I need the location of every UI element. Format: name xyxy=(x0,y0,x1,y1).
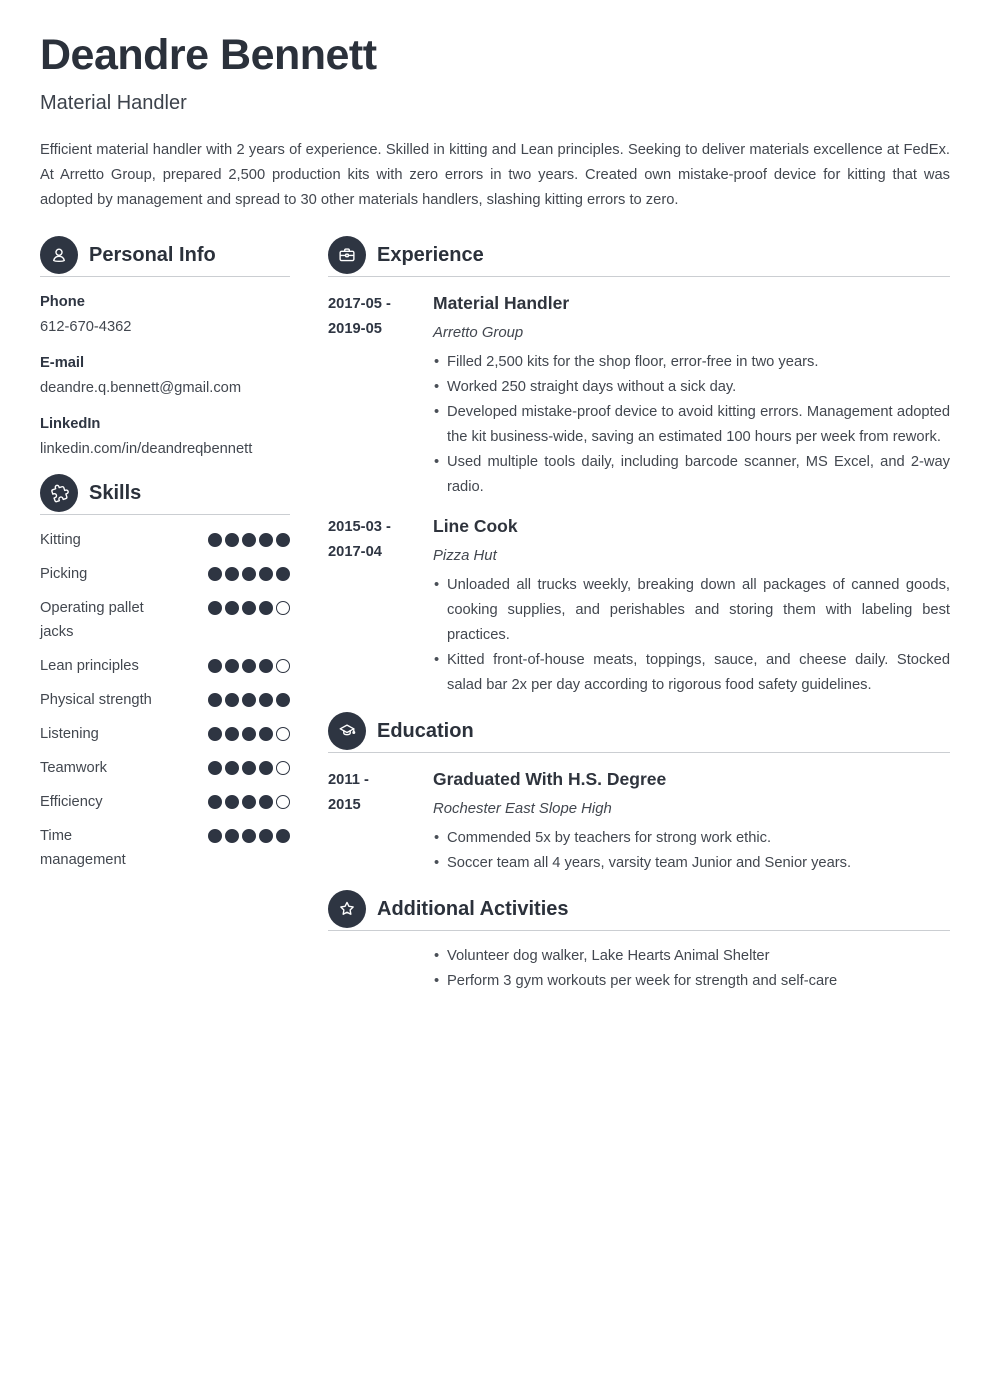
experience-title: Experience xyxy=(377,243,484,266)
rating-dot-empty xyxy=(276,727,290,741)
entry-organization: Rochester East Slope High xyxy=(433,801,612,818)
personal-info-header xyxy=(40,236,290,277)
entry-date-end: 2015 xyxy=(328,797,361,814)
education-header xyxy=(328,712,950,753)
skill-row xyxy=(40,562,290,586)
rating-dot-filled xyxy=(225,601,239,615)
rating-dot-filled xyxy=(242,601,256,615)
entry-date-end: 2017-04 xyxy=(328,544,382,561)
rating-dot-filled xyxy=(225,533,239,547)
rating-dot-filled xyxy=(208,829,222,843)
rating-dot-filled xyxy=(242,795,256,809)
rating-dot-filled xyxy=(208,533,222,547)
skill-rating xyxy=(208,824,290,848)
entry-dates xyxy=(328,768,433,876)
two-column-layout xyxy=(40,236,950,994)
rating-dot-empty xyxy=(276,659,290,673)
section-education xyxy=(328,712,950,876)
entry-title: Line Cook xyxy=(433,516,518,537)
entry-date-end: 2019-05 xyxy=(328,321,382,338)
rating-dot-filled xyxy=(208,761,222,775)
skills-header xyxy=(40,474,290,515)
rating-dot-filled xyxy=(225,795,239,809)
skill-row xyxy=(40,756,290,780)
skill-name: Listening xyxy=(40,726,99,743)
skill-row xyxy=(40,722,290,746)
bullet-item: • Unloaded all trucks weekly, breaking down all packages of canned goods, cooking supplies, and perishables and storing them with labeling best practices. xyxy=(433,573,950,648)
contact-field-value: deandre.q.bennett@gmail.com xyxy=(40,380,242,397)
rating-dot-filled xyxy=(242,567,256,581)
entry-dates xyxy=(328,292,433,500)
rating-dot-filled xyxy=(259,829,273,843)
rating-dot-filled xyxy=(259,659,273,673)
contact-field-value: 612-670-4362 xyxy=(40,319,132,336)
experience-header xyxy=(328,236,950,277)
entry-bullets xyxy=(433,826,950,876)
rating-dot-filled xyxy=(225,829,239,843)
rating-dot-filled xyxy=(259,601,273,615)
activity-bullet-item: • Volunteer dog walker, Lake Hearts Animal Shelter xyxy=(433,944,950,969)
rating-dot-filled xyxy=(208,601,222,615)
rating-dot-filled xyxy=(208,727,222,741)
skill-name: Efficiency xyxy=(40,794,103,811)
skill-name: Lean principles xyxy=(40,658,139,675)
entry-title: Material Handler xyxy=(433,293,570,314)
bullet-item: • Soccer team all 4 years, varsity team Junior and Senior years. xyxy=(433,851,950,876)
rating-dot-filled xyxy=(242,727,256,741)
star-icon xyxy=(328,890,366,928)
skill-row xyxy=(40,654,290,678)
skill-name: Kitting xyxy=(40,532,81,549)
entry-organization: Pizza Hut xyxy=(433,548,497,565)
resume-entry xyxy=(328,515,950,698)
rating-dot-filled xyxy=(225,693,239,707)
entry-body xyxy=(433,515,950,698)
skill-name: Teamwork xyxy=(40,760,107,777)
skill-name: Operating pallet jacks xyxy=(40,600,144,641)
experience-entries xyxy=(328,292,950,698)
section-additional-activities xyxy=(328,890,950,994)
entry-body xyxy=(433,292,950,500)
contact-field-label: E-mail xyxy=(40,355,85,372)
skill-name: Time management xyxy=(40,828,126,869)
entry-date-start: 2011 - xyxy=(328,772,369,789)
rating-dot-empty xyxy=(276,795,290,809)
skill-name: Picking xyxy=(40,566,88,583)
education-entries xyxy=(328,768,950,876)
education-title: Education xyxy=(377,719,474,742)
activity-bullet-item: • Perform 3 gym workouts per week for strength and self-care xyxy=(433,969,950,994)
entry-date-start: 2017-05 - xyxy=(328,296,391,313)
entry-bullets xyxy=(433,350,950,500)
personal-info-title: Personal Info xyxy=(89,243,216,266)
entry-date-start: 2015-03 - xyxy=(328,519,391,536)
contact-field xyxy=(40,353,290,399)
additional-activities-title: Additional Activities xyxy=(377,897,569,920)
skills-list xyxy=(40,528,290,872)
rating-dot-filled xyxy=(208,693,222,707)
rating-dot-filled xyxy=(242,533,256,547)
section-skills xyxy=(40,474,290,872)
activities-list xyxy=(433,944,950,994)
left-column xyxy=(40,236,290,882)
section-personal-info xyxy=(40,236,290,460)
entry-title: Graduated With H.S. Degree xyxy=(433,769,667,790)
graduation-cap-icon xyxy=(328,712,366,750)
contact-field-label: LinkedIn xyxy=(40,416,101,433)
skill-rating xyxy=(208,688,290,712)
rating-dot-filled xyxy=(259,795,273,809)
entry-body xyxy=(433,768,950,876)
resume-entry xyxy=(328,292,950,500)
bullet-item: • Developed mistake-proof device to avoid kitting errors. Management adopted the kit business-wide, saving an estimated 100 hours per week from rework. xyxy=(433,400,950,450)
rating-dot-filled xyxy=(225,727,239,741)
rating-dot-filled xyxy=(276,567,290,581)
bullet-item: • Commended 5x by teachers for strong work ethic. xyxy=(433,826,950,851)
rating-dot-filled xyxy=(242,693,256,707)
skill-row xyxy=(40,790,290,814)
bullet-item: • Used multiple tools daily, including barcode scanner, MS Excel, and 2-way radio. xyxy=(433,450,950,500)
skill-row xyxy=(40,528,290,552)
rating-dot-filled xyxy=(208,659,222,673)
skills-title: Skills xyxy=(89,481,142,504)
rating-dot-filled xyxy=(259,567,273,581)
section-experience xyxy=(328,236,950,698)
personal-info-fields xyxy=(40,292,290,460)
skill-row xyxy=(40,824,290,872)
profile-summary: Efficient material handler with 2 years of experience. Skilled in kitting and Lean principles. Seeking to deliver materials excellence at FedEx. At Arretto Group, prepared 2,500 production kits with zero errors in two years. Created own mistake-proof device for kitting that was adopted by management and spread to 30 other materials handlers, slashing kitting errors to zero. xyxy=(40,142,950,209)
additional-activities-header xyxy=(328,890,950,931)
skill-rating xyxy=(208,654,290,678)
rating-dot-filled xyxy=(208,795,222,809)
candidate-name: Deandre Bennett xyxy=(40,31,377,79)
rating-dot-filled xyxy=(259,761,273,775)
entry-bullets xyxy=(433,573,950,698)
rating-dot-filled xyxy=(242,761,256,775)
rating-dot-filled xyxy=(225,761,239,775)
rating-dot-empty xyxy=(276,601,290,615)
skill-name: Physical strength xyxy=(40,692,152,709)
resume-entry xyxy=(328,768,950,876)
candidate-job-title: Material Handler xyxy=(40,92,187,115)
puzzle-icon xyxy=(40,474,78,512)
skill-rating xyxy=(208,528,290,552)
entry-dates xyxy=(328,515,433,698)
contact-field xyxy=(40,292,290,338)
right-column xyxy=(328,236,950,994)
bullet-item: • Kitted front-of-house meats, toppings, sauce, and cheese daily. Stocked salad bar 2x per day according to rigorous food safety guidelines. xyxy=(433,648,950,698)
rating-dot-filled xyxy=(208,567,222,581)
rating-dot-filled xyxy=(276,829,290,843)
rating-dot-filled xyxy=(259,693,273,707)
rating-dot-filled xyxy=(242,659,256,673)
skill-rating xyxy=(208,562,290,586)
rating-dot-filled xyxy=(276,693,290,707)
rating-dot-filled xyxy=(225,567,239,581)
bullet-item: • Worked 250 straight days without a sick day. xyxy=(433,375,950,400)
skill-rating xyxy=(208,722,290,746)
person-icon xyxy=(40,236,78,274)
skill-row xyxy=(40,596,290,644)
skill-rating xyxy=(208,756,290,780)
rating-dot-empty xyxy=(276,761,290,775)
rating-dot-filled xyxy=(242,829,256,843)
entry-organization: Arretto Group xyxy=(433,325,524,342)
briefcase-icon xyxy=(328,236,366,274)
contact-field-label: Phone xyxy=(40,294,85,311)
skill-rating xyxy=(208,790,290,814)
contact-field-value: linkedin.com/in/deandreqbennett xyxy=(40,441,253,458)
rating-dot-filled xyxy=(276,533,290,547)
skill-rating xyxy=(208,596,290,620)
bullet-item: • Filled 2,500 kits for the shop floor, error-free in two years. xyxy=(433,350,950,375)
rating-dot-filled xyxy=(259,533,273,547)
contact-field xyxy=(40,414,290,460)
skill-row xyxy=(40,688,290,712)
rating-dot-filled xyxy=(225,659,239,673)
rating-dot-filled xyxy=(259,727,273,741)
